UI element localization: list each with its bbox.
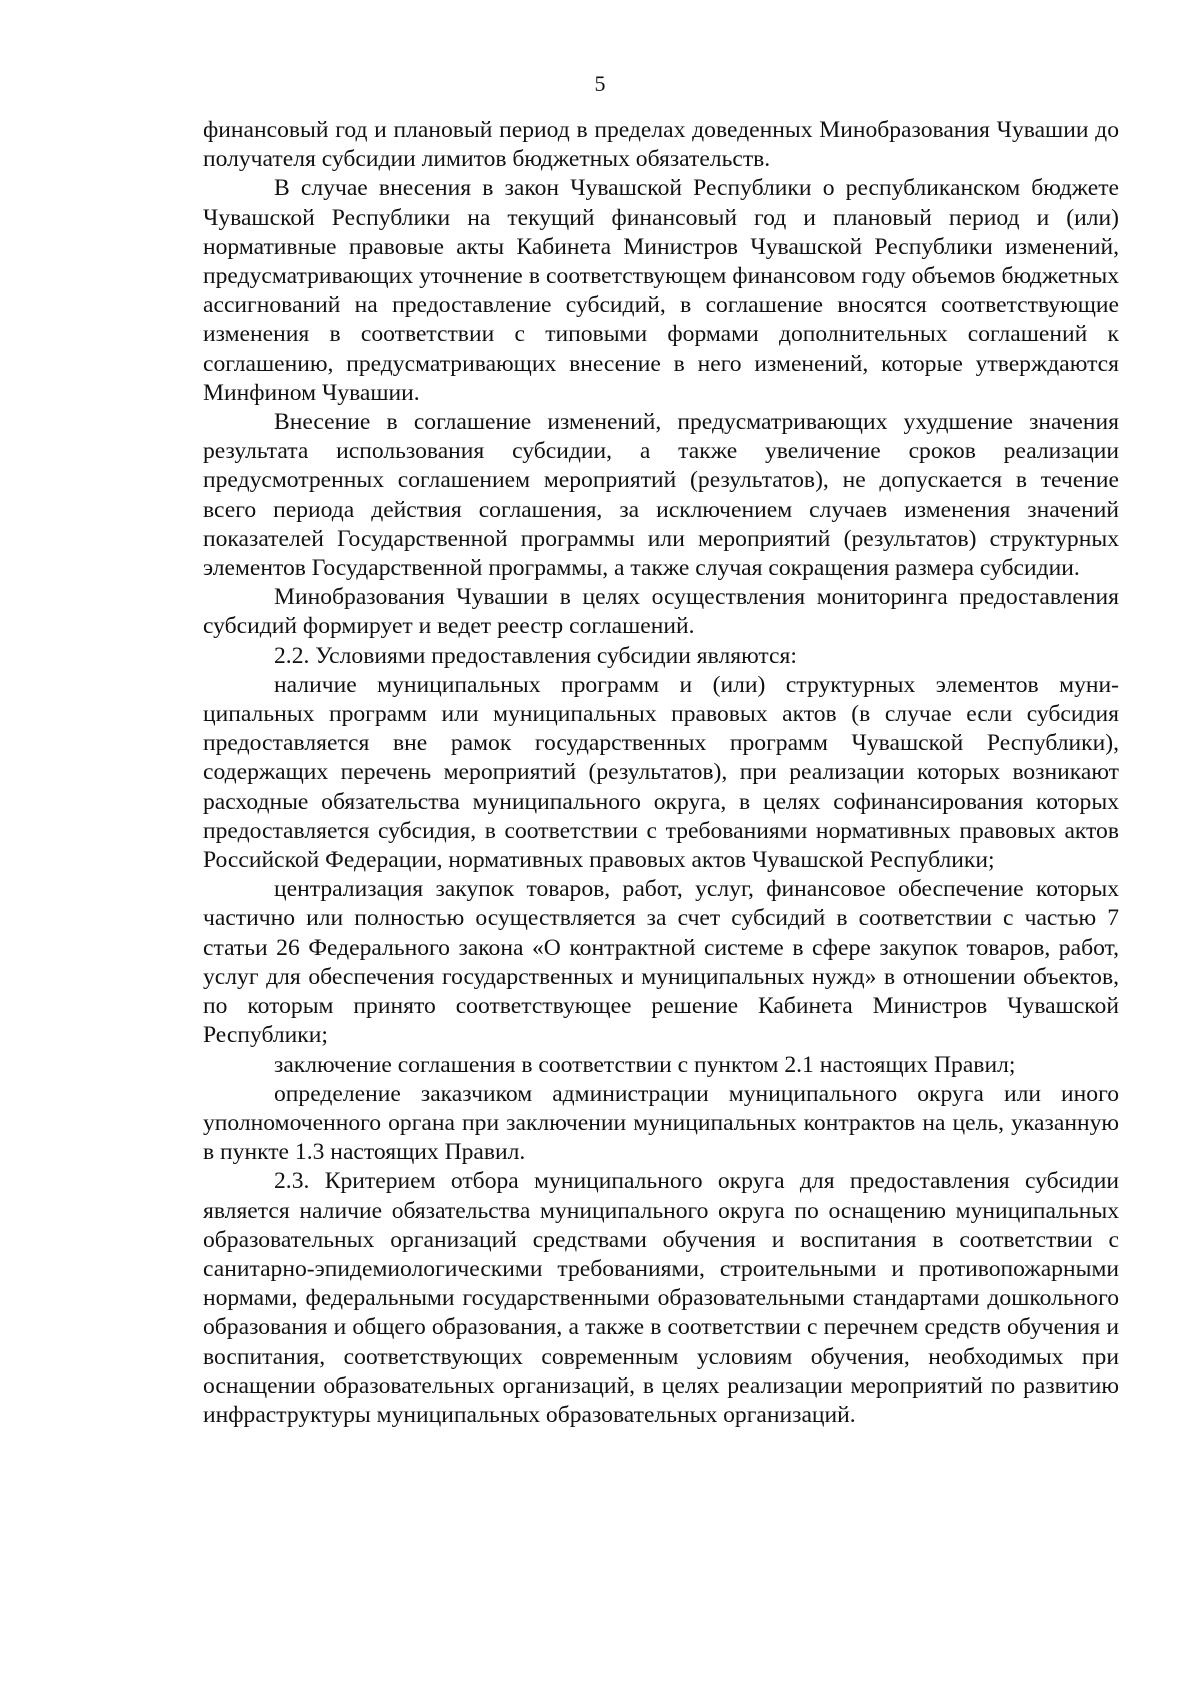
paragraph-law-amendments: В случае внесения в закон Чувашской Республики о республиканском бюджете Чувашской Республики на текущий финансовый год и плановый период и (или) нормативные правовые акты Кабинета Министров Чувашской Республики изменений, предусматривающих уточнение в соответствующем финансовом году объемов бюджетных ассигнований на предоставление субсидий, в соглашение вносятся соответствующие изменения в соответствии с типовыми формами дополнительных соглашений к соглашению, предусматривающих внесение в него изменений, которые утверждаются Минфином Чувашии.	[203, 175, 1119, 406]
paragraph-budget-limits: финансовый год и плановый период в пределах доведенных Минобразования Чувашии до получателя субсидии лимитов бюджетных обязательств.	[203, 117, 1119, 173]
page-number: 5	[594, 71, 606, 96]
paragraph-agreement-conclusion: заключение соглашения в соответствии с пунктом 2.1 настоящих Правил;	[274, 1051, 1016, 1078]
paragraph-section-2-2-heading: 2.2. Условиями предоставления субсидии являются:	[274, 642, 797, 669]
paragraph-section-2-3-criterion: 2.3. Критерием отбора муниципального округа для предоставления субсидии является наличие обязательства муниципального округа по оснащению муниципальных образовательных организаций средствами обучения и воспитания в соответствии с санитарно-эпидемиологическими требованиями, строительными и противопожарными нормами, федеральными государственными образовательными стандартами дошкольного образования и общего образования, а также в соответствии с перечнем средств обучения и воспитания, соответствующих современным условиям обучения, необходимых при оснащении образовательных организаций, в целях реализации мероприятий по развитию инфраструктуры муниципальных образовательных организаций.	[203, 1168, 1119, 1428]
paragraph-agreement-registry: Минобразования Чувашии в целях осуществления мониторинга предоставления субсидий формирует и ведет реестр соглашений.	[203, 584, 1119, 640]
document-body	[203, 116, 1119, 1430]
paragraph-customer-determination: определение заказчиком администрации муниципального округа или иного уполномоченного органа при заключении муниципальных контрактов на цель, указанную в пункте 1.3 настоящих Правил.	[203, 1080, 1119, 1166]
paragraph-agreement-changes: Внесение в соглашение изменений, предусматривающих ухудшение значения результата использования субсидии, а также увеличение сроков реализации предусмотренных соглашением мероприятий (результатов), не допускается в течение всего периода действия соглашения, за исключением случаев изменения значений показателей Государственной программы или мероприятий (результатов) структурных элементов Государственной программы, а также случая сокращения размера субсидии.	[203, 409, 1119, 582]
paragraph-municipal-programs: наличие муниципальных программ и (или) структурных элементов муниципальных программ или муниципальных правовых актов (в случае если субсидия предоставляется вне рамок государственных программ Чувашской Республики), содержащих перечень мероприятий (результатов), при реализации которых возникают расходные обязательства муниципального округа, в целях софинансирования которых предоставляется субсидия, в соответствии с требованиями нормативных правовых актов Российской Федерации, нормативных правовых актов Чувашской Республики;	[203, 671, 1119, 874]
paragraph-centralized-procurement: централизация закупок товаров, работ, услуг, финансовое обеспечение которых частично или полностью осуществляется за счет субсидий в соответствии с частью 7 статьи 26 Федерального закона «О контрактной системе в сфере закупок товаров, работ, услуг для обеспечения государственных и муниципальных нужд» в отношении объектов, по которым принято соответствующее решение Кабинета Министров Чувашской Республики;	[203, 876, 1119, 1049]
